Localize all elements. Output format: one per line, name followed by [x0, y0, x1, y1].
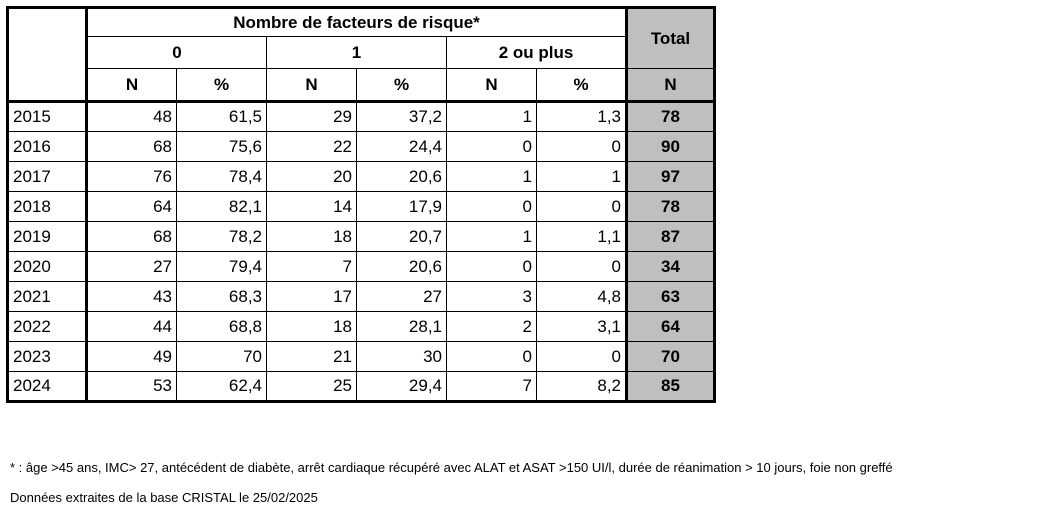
table-row	[8, 132, 715, 162]
year-cell: 2021	[8, 282, 87, 312]
percent-cell: 78,4	[177, 162, 267, 192]
count-cell: 27	[87, 252, 177, 282]
table-row	[8, 192, 715, 222]
count-cell: 14	[267, 192, 357, 222]
sub-n-1: N	[267, 69, 357, 102]
year-cell: 2019	[8, 222, 87, 252]
total-cell: 64	[627, 312, 715, 342]
count-cell: 1	[447, 222, 537, 252]
table-row	[8, 102, 715, 132]
total-cell: 85	[627, 372, 715, 402]
count-cell: 49	[87, 342, 177, 372]
count-cell: 29	[267, 102, 357, 132]
percent-cell: 4,8	[537, 282, 627, 312]
year-cell: 2022	[8, 312, 87, 342]
sub-n-0: N	[87, 69, 177, 102]
year-cell: 2015	[8, 102, 87, 132]
year-cell: 2016	[8, 132, 87, 162]
total-cell: 70	[627, 342, 715, 372]
count-cell: 0	[447, 252, 537, 282]
count-cell: 18	[267, 312, 357, 342]
table-row	[8, 252, 715, 282]
percent-cell: 20,6	[357, 162, 447, 192]
count-cell: 0	[447, 192, 537, 222]
count-cell: 20	[267, 162, 357, 192]
count-cell: 22	[267, 132, 357, 162]
percent-cell: 79,4	[177, 252, 267, 282]
count-cell: 3	[447, 282, 537, 312]
count-cell: 25	[267, 372, 357, 402]
percent-cell: 20,7	[357, 222, 447, 252]
percent-cell: 30	[357, 342, 447, 372]
percent-cell: 68,8	[177, 312, 267, 342]
percent-cell: 68,3	[177, 282, 267, 312]
percent-cell: 78,2	[177, 222, 267, 252]
percent-cell: 24,4	[357, 132, 447, 162]
corner-cell	[8, 8, 87, 102]
percent-cell: 0	[537, 132, 627, 162]
sub-n-2: N	[447, 69, 537, 102]
percent-cell: 29,4	[357, 372, 447, 402]
total-cell: 63	[627, 282, 715, 312]
count-cell: 7	[267, 252, 357, 282]
table-row	[8, 372, 715, 402]
group-2-plus: 2 ou plus	[447, 37, 627, 69]
percent-cell: 62,4	[177, 372, 267, 402]
percent-cell: 0	[537, 252, 627, 282]
count-cell: 18	[267, 222, 357, 252]
year-cell: 2017	[8, 162, 87, 192]
percent-cell: 75,6	[177, 132, 267, 162]
percent-cell: 61,5	[177, 102, 267, 132]
count-cell: 0	[447, 342, 537, 372]
footnote-source: Données extraites de la base CRISTAL le 25/02/2025	[10, 490, 318, 505]
count-cell: 68	[87, 132, 177, 162]
percent-cell: 37,2	[357, 102, 447, 132]
total-title: Total	[627, 8, 715, 69]
footnote-risk-factors: * : âge >45 ans, IMC> 27, antécédent de diabète, arrêt cardiaque récupéré avec ALAT et ASAT >150 UI/l, durée de réanimation > 10 jours, foie non greffé	[10, 460, 893, 475]
total-cell: 78	[627, 102, 715, 132]
percent-cell: 1,3	[537, 102, 627, 132]
count-cell: 76	[87, 162, 177, 192]
group-1: 1	[267, 37, 447, 69]
total-sub-n: N	[627, 69, 715, 102]
group-0: 0	[87, 37, 267, 69]
group-title: Nombre de facteurs de risque*	[87, 8, 627, 37]
sub-pct-0: %	[177, 69, 267, 102]
percent-cell: 82,1	[177, 192, 267, 222]
risk-factor-table	[6, 6, 716, 403]
count-cell: 7	[447, 372, 537, 402]
table-row	[8, 342, 715, 372]
total-cell: 90	[627, 132, 715, 162]
percent-cell: 0	[537, 342, 627, 372]
sub-pct-1: %	[357, 69, 447, 102]
percent-cell: 70	[177, 342, 267, 372]
year-cell: 2020	[8, 252, 87, 282]
count-cell: 0	[447, 132, 537, 162]
percent-cell: 27	[357, 282, 447, 312]
percent-cell: 0	[537, 192, 627, 222]
count-cell: 64	[87, 192, 177, 222]
count-cell: 44	[87, 312, 177, 342]
year-cell: 2018	[8, 192, 87, 222]
percent-cell: 1,1	[537, 222, 627, 252]
percent-cell: 28,1	[357, 312, 447, 342]
total-cell: 78	[627, 192, 715, 222]
total-cell: 97	[627, 162, 715, 192]
count-cell: 1	[447, 162, 537, 192]
total-cell: 34	[627, 252, 715, 282]
percent-cell: 3,1	[537, 312, 627, 342]
percent-cell: 20,6	[357, 252, 447, 282]
count-cell: 48	[87, 102, 177, 132]
table-row	[8, 222, 715, 252]
count-cell: 43	[87, 282, 177, 312]
table-row	[8, 282, 715, 312]
percent-cell: 17,9	[357, 192, 447, 222]
year-cell: 2023	[8, 342, 87, 372]
total-cell: 87	[627, 222, 715, 252]
count-cell: 53	[87, 372, 177, 402]
percent-cell: 1	[537, 162, 627, 192]
sub-pct-2: %	[537, 69, 627, 102]
year-cell: 2024	[8, 372, 87, 402]
count-cell: 68	[87, 222, 177, 252]
count-cell: 1	[447, 102, 537, 132]
table-row	[8, 162, 715, 192]
count-cell: 17	[267, 282, 357, 312]
table-row	[8, 312, 715, 342]
count-cell: 2	[447, 312, 537, 342]
count-cell: 21	[267, 342, 357, 372]
percent-cell: 8,2	[537, 372, 627, 402]
